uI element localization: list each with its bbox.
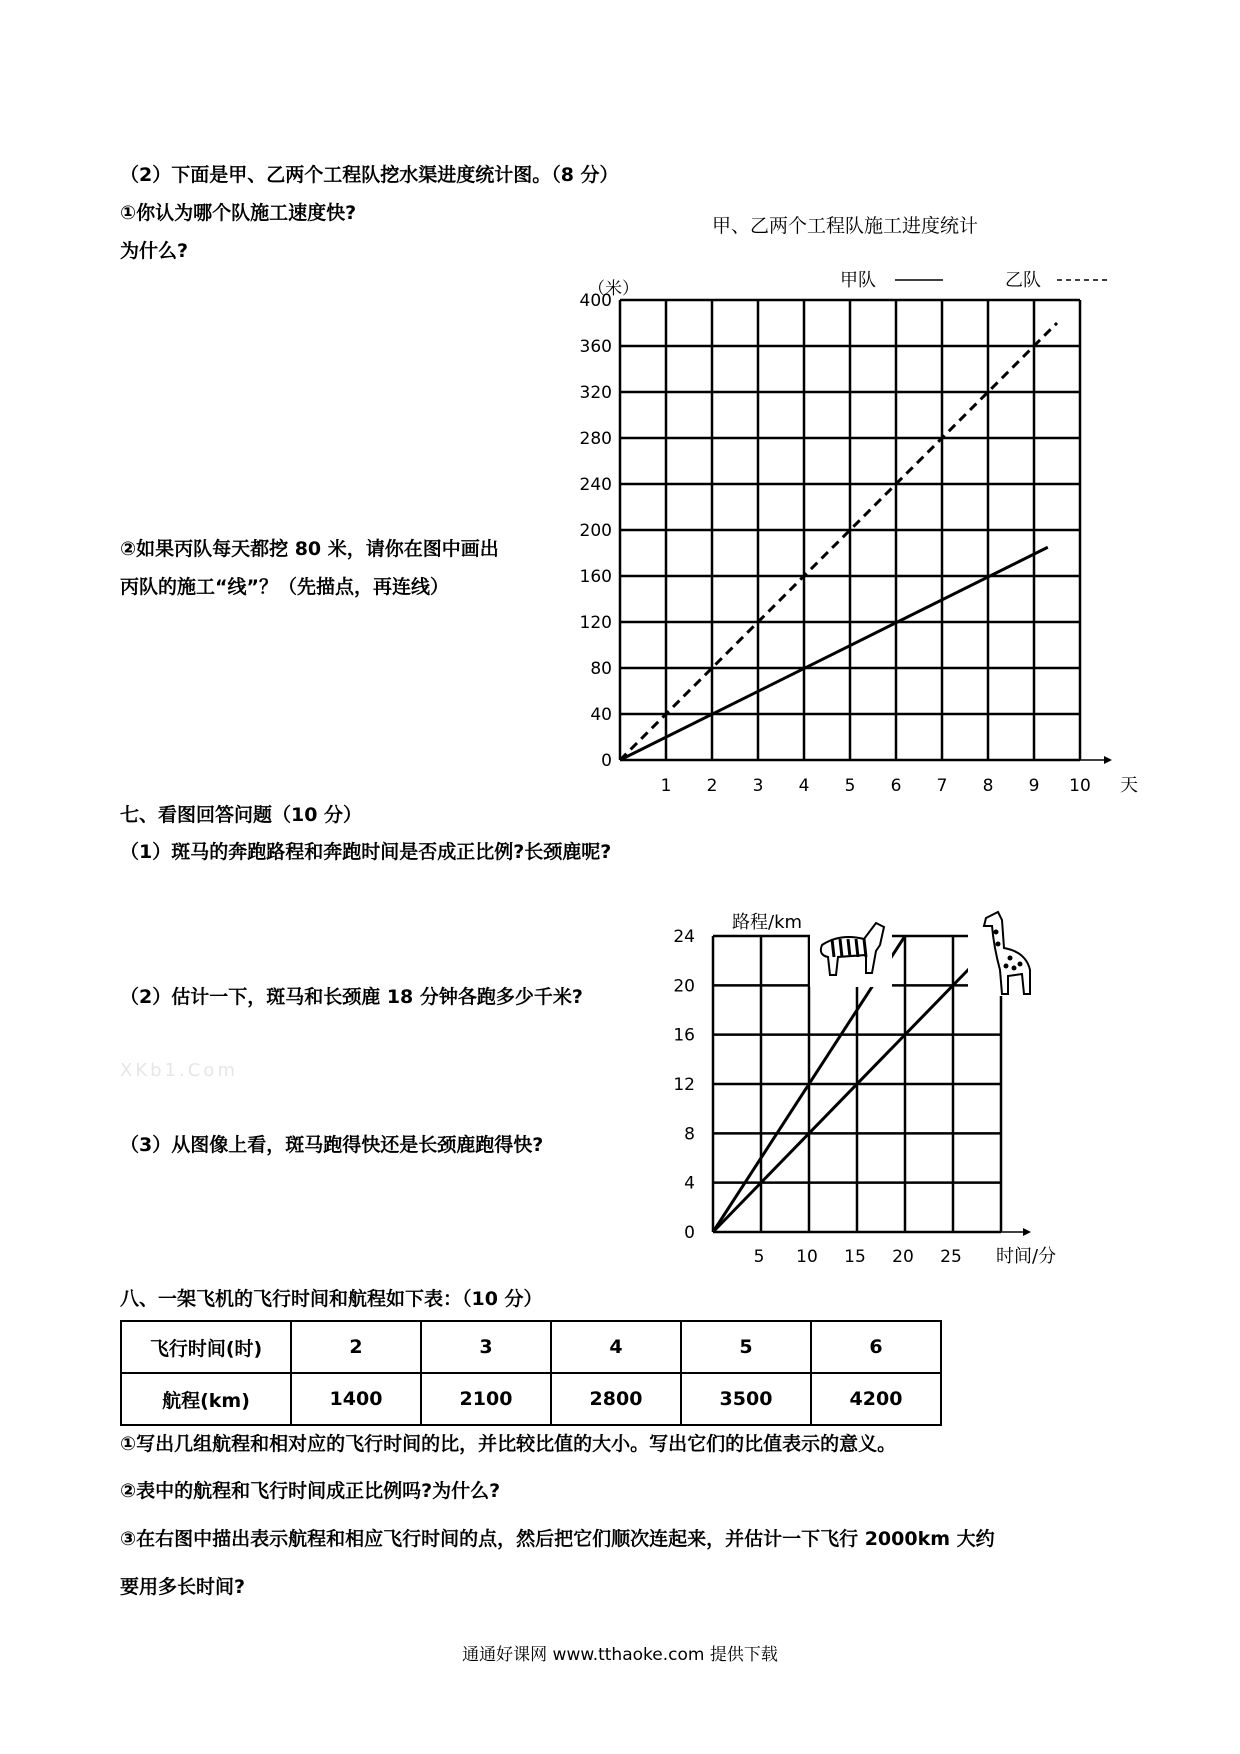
x-tick-label: 2	[706, 776, 718, 796]
x-axis-arrow-head	[1104, 756, 1112, 764]
x-tick-label: 1	[660, 776, 672, 796]
y-tick-label: 280	[579, 429, 612, 449]
series-line-yi	[620, 323, 1057, 760]
y-tick-label: 80	[590, 659, 612, 679]
giraffe-icon	[968, 912, 1048, 996]
y-tick-label: 200	[579, 521, 612, 541]
x-tick-label: 5	[753, 1247, 765, 1267]
table-cell: 3500	[681, 1373, 811, 1425]
question-6-2-title: （2）下面是甲、乙两个工程队挖水渠进度统计图。（8 分）	[120, 164, 619, 186]
question-7-1: （1）斑马的奔跑路程和奔跑时间是否成正比例?长颈鹿呢?	[120, 841, 612, 863]
question-6-2-2-line2: 丙队的施工“线”？（先描点，再连线）	[120, 576, 449, 598]
y-tick-label: 24	[673, 927, 695, 947]
x-tick-label: 3	[752, 776, 764, 796]
flight-table	[120, 1320, 942, 1426]
table-cell: 2100	[421, 1373, 551, 1425]
y-tick-label: 160	[579, 567, 612, 587]
table-cell: 4200	[811, 1373, 941, 1425]
question-6-2-2-line1: ②如果丙队每天都挖 80 米，请你在图中画出	[120, 538, 499, 560]
x-axis-arrow-head	[1023, 1228, 1031, 1236]
y-tick-label: 8	[684, 1124, 695, 1145]
y-tick-label: 12	[673, 1075, 695, 1095]
y-tick-label: 0	[601, 751, 612, 771]
x-tick-label: 7	[936, 776, 948, 796]
y-tick-label: 240	[579, 475, 612, 495]
y-tick-label: 40	[590, 705, 612, 725]
table-cell: 2800	[551, 1373, 681, 1425]
y-tick-label: 360	[579, 337, 612, 357]
x-tick-label: 10	[796, 1247, 818, 1267]
question-8-1: ①写出几组航程和相对应的飞行时间的比，并比较比值的大小。写出它们的比值表示的意义。	[120, 1433, 897, 1455]
x-tick-label: 15	[844, 1247, 866, 1267]
chart1-title: 甲、乙两个工程队施工进度统计	[712, 215, 979, 237]
table-header-cell: 飞行时间(时)	[121, 1321, 291, 1373]
y-tick-label: 400	[579, 291, 612, 311]
y-tick-label: 0	[684, 1223, 695, 1243]
x-tick-label: 25	[940, 1247, 962, 1267]
x-axis-label: 天	[1120, 775, 1138, 796]
table-cell: 2	[291, 1321, 421, 1373]
table-row	[121, 1321, 941, 1373]
watermark: XKb1.Com	[120, 1060, 238, 1081]
table-cell: 6	[811, 1321, 941, 1373]
y-axis-label: 路程/km	[732, 912, 803, 933]
section-8-title: 八、一架飞机的飞行时间和航程如下表：（10 分）	[120, 1288, 543, 1310]
question-7-2: （2）估计一下，斑马和长颈鹿 18 分钟各跑多少千米?	[120, 986, 583, 1008]
x-tick-label: 20	[892, 1247, 914, 1267]
y-axis-label: （米）	[588, 279, 639, 299]
question-8-2: ②表中的航程和飞行时间成正比例吗?为什么?	[120, 1480, 501, 1502]
y-tick-label: 16	[673, 1025, 695, 1046]
zebra-icon	[810, 915, 892, 987]
footer: 通通好课网 www.tthaoke.com 提供下载	[462, 1645, 778, 1665]
table-cell: 3	[421, 1321, 551, 1373]
series-line-jia	[620, 547, 1048, 760]
table-row	[121, 1373, 941, 1425]
y-tick-label: 20	[673, 976, 695, 997]
x-tick-label: 9	[1028, 776, 1040, 796]
question-6-2-1-why: 为什么?	[120, 240, 189, 262]
table-header-cell: 航程(km)	[121, 1373, 291, 1425]
table-cell: 1400	[291, 1373, 421, 1425]
legend-label-yi: 乙队	[1005, 270, 1041, 291]
x-tick-label: 8	[982, 776, 994, 796]
x-tick-label: 4	[798, 776, 810, 796]
x-tick-label: 6	[890, 776, 902, 796]
question-6-2-1: ①你认为哪个队施工速度快?	[120, 202, 357, 224]
x-tick-label: 10	[1069, 776, 1091, 796]
x-tick-label: 5	[844, 776, 856, 796]
question-8-3-line1: ③在右图中描出表示航程和相应飞行时间的点，然后把它们顺次连起来，并估计一下飞行 2000km 大约	[120, 1528, 995, 1550]
y-tick-label: 4	[684, 1173, 695, 1194]
y-tick-label: 320	[579, 383, 612, 403]
legend-label-jia: 甲队	[840, 270, 876, 291]
question-8-3-line2: 要用多长时间?	[120, 1576, 246, 1598]
question-7-3: （3）从图像上看，斑马跑得快还是长颈鹿跑得快?	[120, 1134, 544, 1156]
construction-progress-chart	[0, 0, 1240, 820]
table-cell: 4	[551, 1321, 681, 1373]
section-7-title: 七、看图回答问题（10 分）	[120, 804, 363, 826]
x-axis-label: 时间/分	[996, 1246, 1057, 1267]
y-tick-label: 120	[579, 613, 612, 633]
zebra-giraffe-chart	[0, 880, 1240, 1280]
table-cell: 5	[681, 1321, 811, 1373]
